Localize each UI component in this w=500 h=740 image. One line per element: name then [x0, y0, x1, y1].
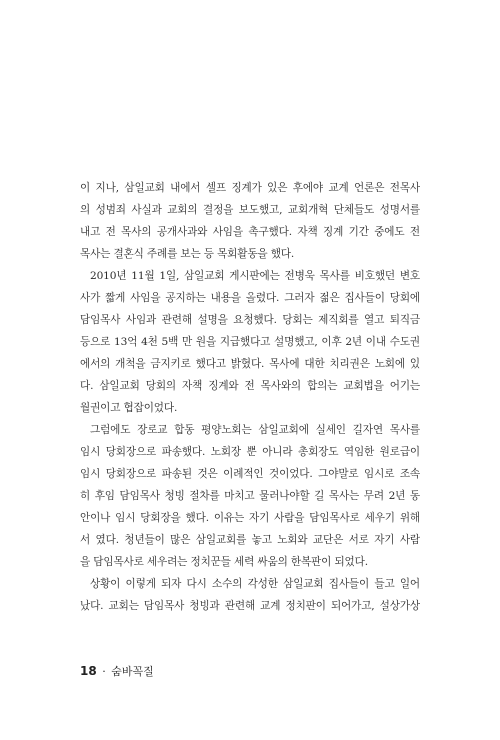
text-line: 이 지나, 삼일교회 내에서 셀프 징계가 있은 후에야 교계 언론은 전목사 — [80, 182, 420, 194]
text-line: 났다. 교회는 담임목사 청빙과 관련해 교계 정치판이 되어가고, 설상가상 — [80, 600, 420, 612]
book-title: 숨바꼭질 — [111, 665, 154, 678]
page-number: 18 — [80, 664, 97, 678]
text-line: 상황이 이렇게 되자 다시 소수의 각성한 삼일교회 집사들이 들고 일어 — [90, 578, 420, 590]
text-line: 월권이고 협잡이었다. — [80, 402, 178, 414]
text-line: 에서의 개척을 금지키로 했다고 밝혔다. 목사에 대한 치리권은 노회에 있 — [80, 358, 420, 370]
text-line: 임시 당회장으로 파송했다. 노회장 뿐 아니라 총회장도 역임한 원로급이 — [80, 446, 420, 458]
text-line: 히 후임 담임목사 청빙 절차를 마치고 물러나야할 길 목사는 무려 2년 동 — [80, 490, 420, 502]
text-line: 그럼에도 장로교 합동 평양노회는 삼일교회에 실세인 길자연 목사를 — [90, 424, 420, 436]
text-line: 의 성범죄 사실과 교회의 결정을 보도했고, 교회개혁 단체들도 성명서를 — [80, 204, 420, 216]
text-line: 내고 전 목사의 공개사과와 사임을 촉구했다. 자책 징계 기간 중에도 전 — [80, 226, 420, 238]
text-line: 서 였다. 청년들이 많은 삼일교회를 놓고 노회와 교단은 서로 자기 사람 — [80, 534, 420, 546]
text-line: 담임목사 사임과 관련해 설명을 요청했다. 당회는 제직회를 열고 퇴직금 — [80, 314, 420, 326]
text-line: 등으로 13억 4천 5백 만 원을 지급했다고 설명했고, 이후 2년 이내 수도권 — [80, 336, 420, 348]
text-line: 안이나 임시 당회장을 했다. 이유는 자기 사람을 담임목사로 세우기 위해 — [80, 512, 420, 524]
text-line: 사가 짧게 사임을 공지하는 내용을 올렸다. 그러자 젊은 집사들이 당회에 — [80, 292, 420, 304]
text-line: 을 담임목사로 세우려는 정치꾼들 세력 싸움의 한복판이 되었다. — [80, 556, 368, 568]
text-line: 다. 삼일교회 당회의 자책 징계와 전 목사와의 합의는 교회법을 어기는 — [80, 380, 420, 392]
body-text — [80, 177, 420, 617]
text-line: 목사는 결혼식 주례를 보는 등 목회활동을 했다. — [80, 248, 295, 260]
page-footer — [80, 663, 154, 679]
text-line: 임시 당회장으로 파송된 것은 이례적인 것이었다. 그야말로 임시로 조속 — [80, 468, 420, 480]
footer-separator: · — [102, 665, 106, 678]
text-line: 2010년 11월 1일, 삼일교회 게시판에는 전병욱 목사를 비호했던 변호 — [90, 270, 420, 282]
